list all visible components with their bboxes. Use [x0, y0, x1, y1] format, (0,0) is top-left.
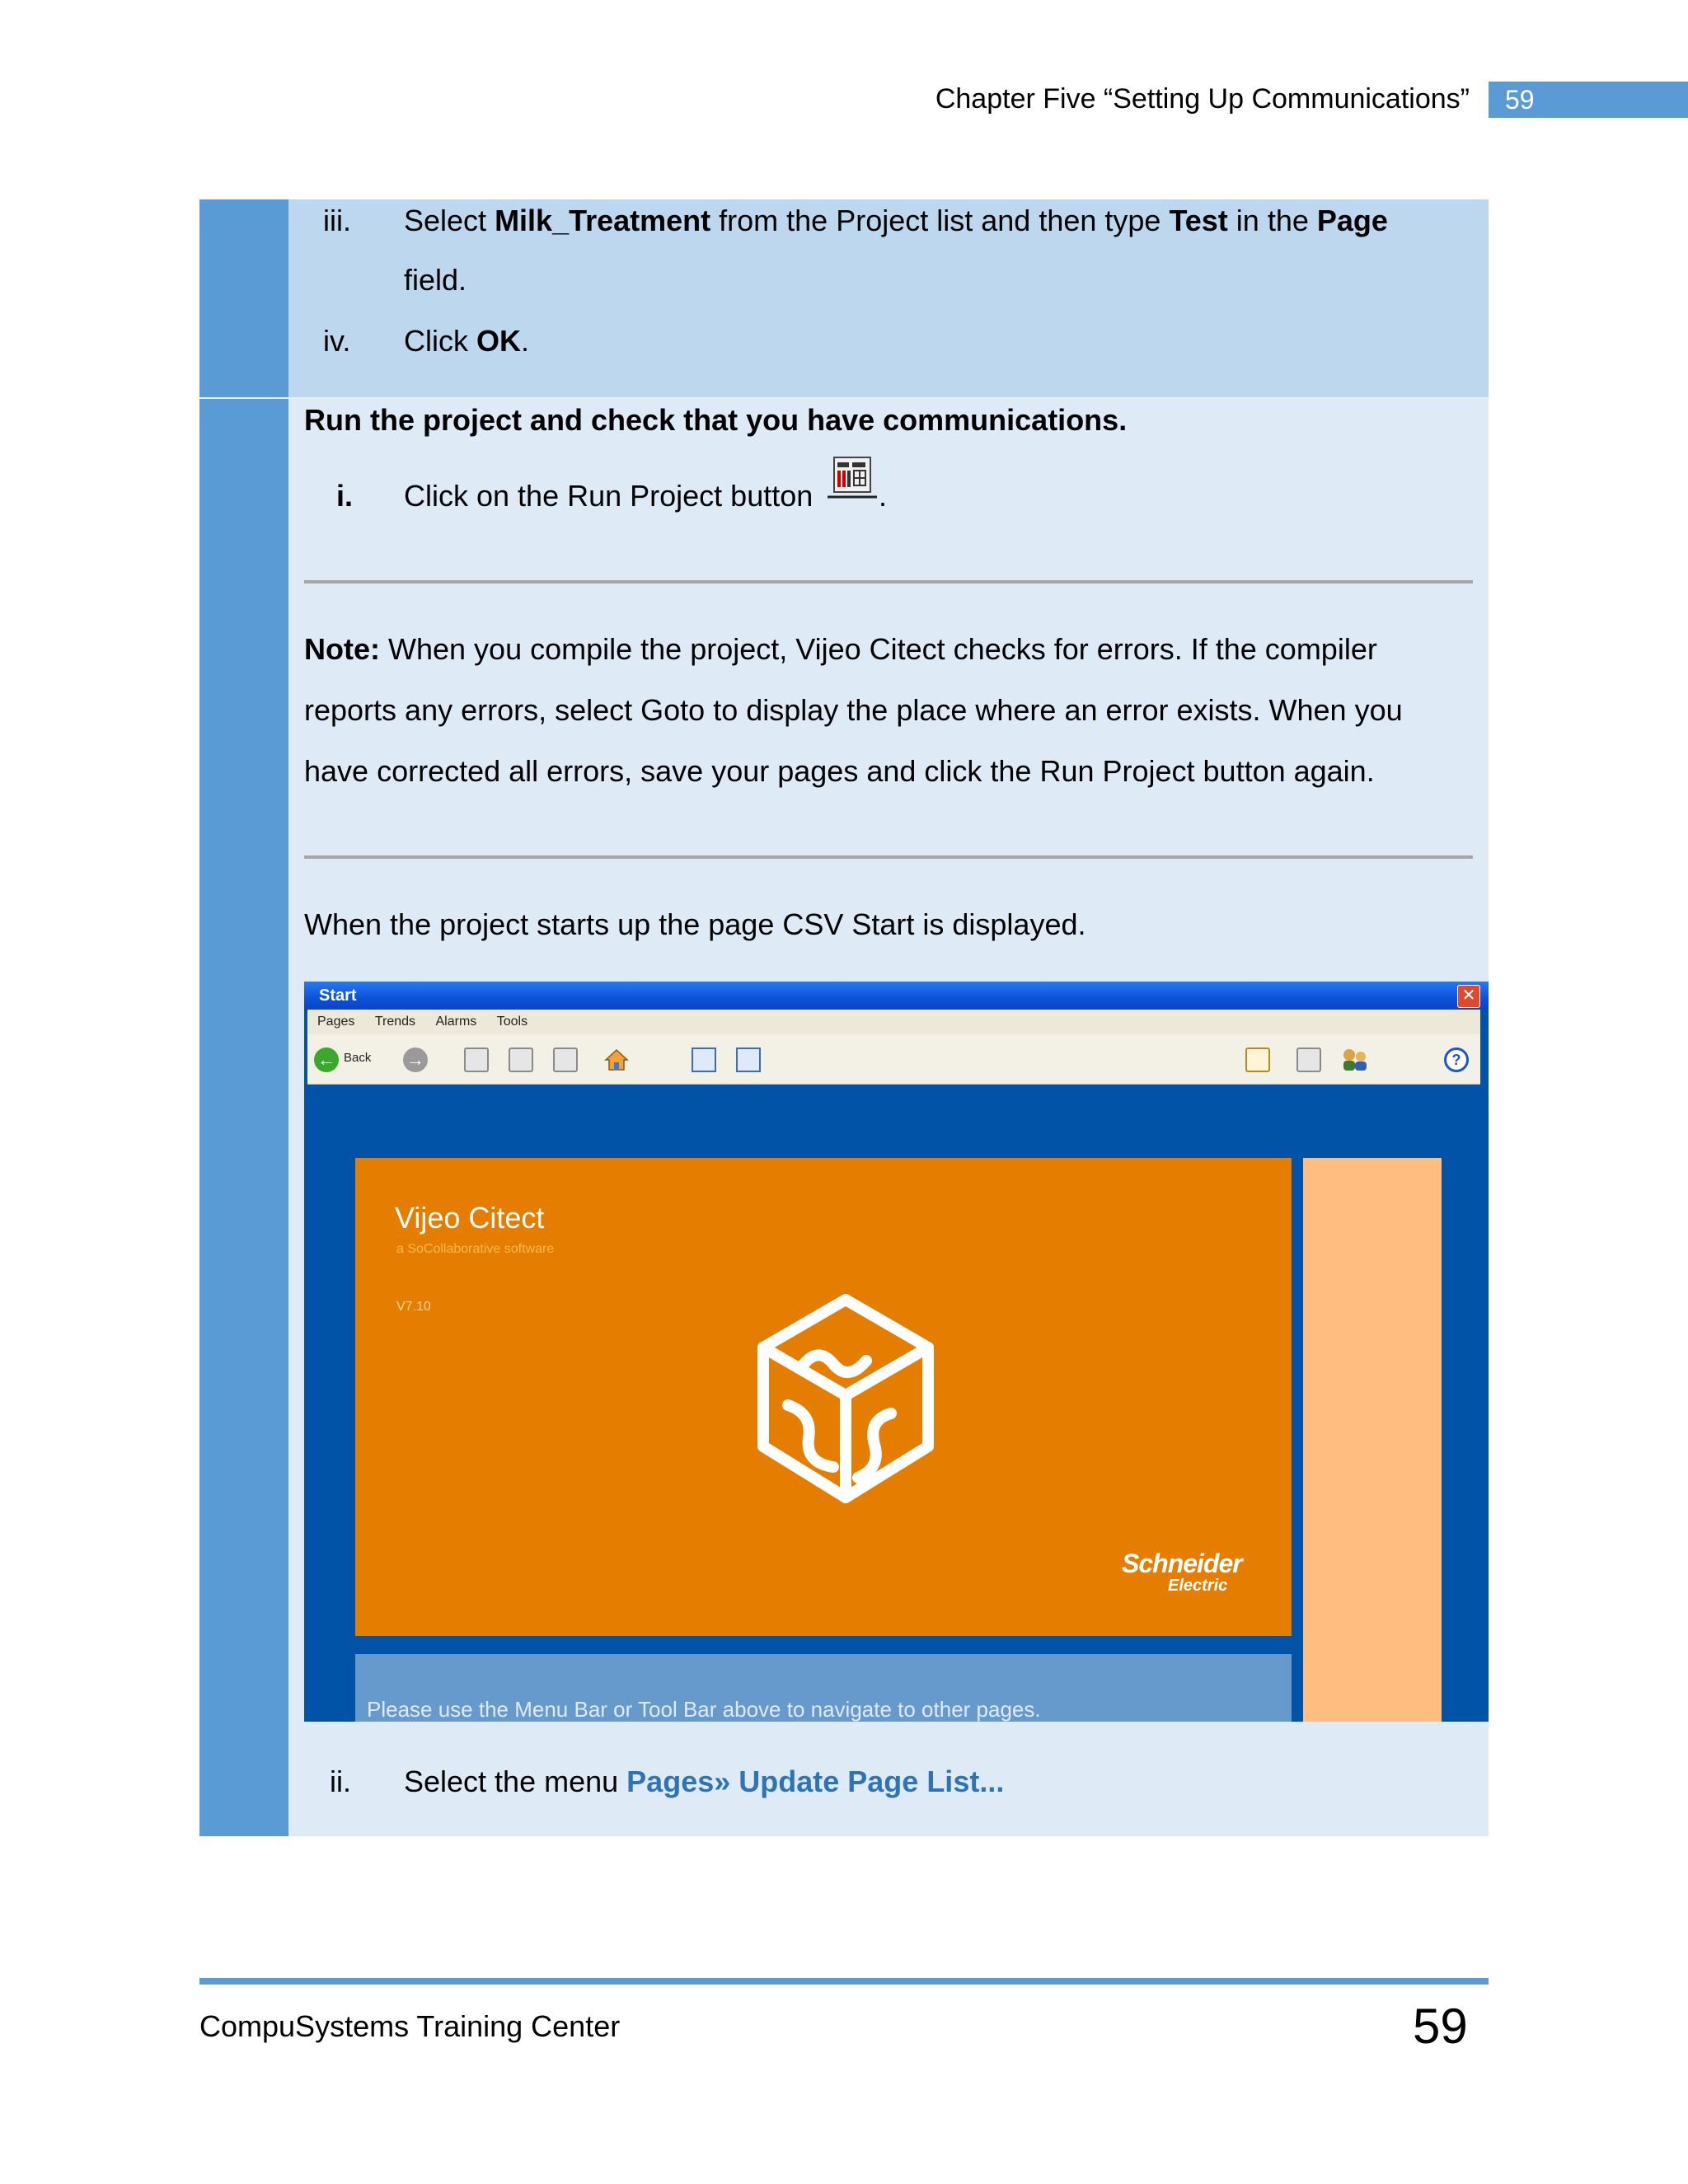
- step-iii-text: [404, 203, 1388, 239]
- menu-alarms: Alarms: [435, 1015, 477, 1029]
- previous-page-icon: [509, 1047, 533, 1072]
- forward-icon: →: [403, 1047, 428, 1072]
- page-icon: [464, 1047, 489, 1072]
- back-label: Back: [344, 1051, 372, 1065]
- splash-version: V7.10: [396, 1300, 431, 1314]
- header-page-number: 59: [1489, 82, 1688, 118]
- step-ii-numeral: ii.: [330, 1765, 351, 1798]
- step-iii-part: from the Project list and then type: [710, 204, 1170, 237]
- row-separator: [199, 397, 1489, 399]
- window-menubar: [307, 1010, 1480, 1034]
- navigation-message-bar: [355, 1654, 1292, 1722]
- step-i-text: Click on the Run Project button: [404, 479, 814, 513]
- project-name: Milk_Treatment: [495, 204, 711, 237]
- menu-pages: Pages: [317, 1015, 355, 1029]
- splash-side-panel: [1303, 1158, 1442, 1722]
- splash-title: Vijeo Citect: [395, 1201, 545, 1235]
- home-icon: [604, 1047, 629, 1072]
- ok-label: OK: [476, 324, 521, 358]
- step-i-period: .: [879, 479, 888, 513]
- footer-page-number: 59: [1413, 1999, 1468, 2054]
- note-label: Note:: [304, 632, 380, 666]
- splash-panel: [355, 1158, 1292, 1636]
- startup-text: When the project starts up the page CSV Start is displayed.: [304, 907, 1086, 941]
- step-ii-text: [404, 1764, 1004, 1800]
- start-window-screenshot: [304, 982, 1489, 1722]
- page-name: Test: [1169, 204, 1228, 237]
- next-page-icon: [553, 1047, 578, 1072]
- note-line-1: [304, 631, 1377, 668]
- back-icon: ←: [314, 1047, 339, 1072]
- step-i-numeral: i.: [336, 479, 354, 513]
- login-icon: [1341, 1047, 1377, 1072]
- step-iv-part: .: [521, 324, 530, 358]
- brand-schneider: Schneider: [1122, 1549, 1242, 1578]
- step-iv-part: Click: [404, 324, 476, 358]
- report-icon: [736, 1047, 761, 1072]
- trend-icon: [692, 1047, 716, 1072]
- step-iii-part: in the: [1227, 204, 1317, 237]
- note-rule-bottom: [304, 855, 1473, 859]
- step-iii-numeral: iii.: [323, 204, 351, 237]
- step-iv-numeral: iv.: [323, 324, 351, 358]
- printer-icon: [1296, 1047, 1321, 1072]
- update-page-list-link: Pages» Update Page List...: [626, 1765, 1005, 1798]
- navigation-message: Please use the Menu Bar or Tool Bar above to navigate to other pages.: [367, 1697, 1041, 1722]
- chart-icon: [1245, 1047, 1270, 1072]
- window-title: Start: [319, 987, 357, 1005]
- footer-rule: [199, 1978, 1489, 1985]
- sidebar-bottom: [199, 399, 288, 1836]
- note-text: When you compile the project, Vijeo Citect checks for errors. If the compiler: [380, 632, 1377, 666]
- run-project-icon: [828, 456, 877, 502]
- puzzle-cube-icon: [751, 1290, 940, 1512]
- menu-tools: Tools: [496, 1015, 528, 1029]
- step-iv-text: [404, 323, 529, 359]
- window-titlebar: [304, 982, 1489, 1010]
- splash-subtitle: a SoCollaborative software: [396, 1242, 555, 1256]
- brand-electric: Electric: [1168, 1577, 1228, 1595]
- footer-org: CompuSystems Training Center: [199, 2009, 621, 2043]
- close-icon: ✕: [1457, 985, 1480, 1008]
- help-icon: ?: [1444, 1047, 1469, 1072]
- note-line-3: have corrected all errors, save your pages and click the Run Project button again.: [304, 754, 1375, 788]
- window-toolbar: [307, 1034, 1480, 1085]
- step-iii-part: Select: [404, 204, 495, 237]
- sidebar-top: [199, 199, 288, 397]
- section-heading: Run the project and check that you have communications.: [304, 403, 1128, 437]
- note-rule-top: [304, 580, 1473, 583]
- menu-trends: Trends: [374, 1015, 416, 1029]
- chapter-title: Chapter Five “Setting Up Communications”: [935, 83, 1470, 115]
- step-ii-label: Select the menu: [404, 1765, 627, 1798]
- note-line-2: reports any errors, select Goto to display the place where an error exists. When you: [304, 693, 1403, 727]
- step-iii-continuation: field.: [404, 263, 467, 297]
- page-field-label: Page: [1316, 204, 1388, 237]
